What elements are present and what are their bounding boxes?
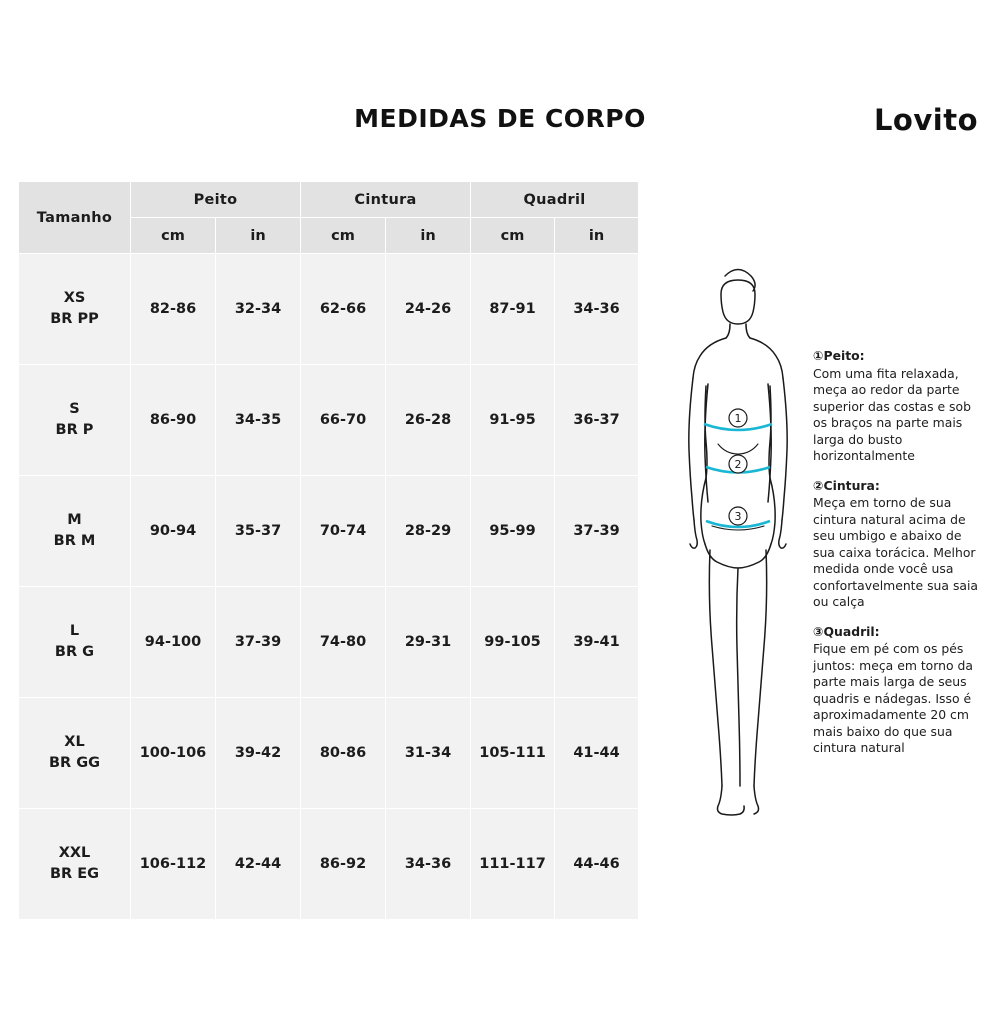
cell-quadril-in: 36-37 <box>555 365 639 476</box>
cell-cintura-cm: 66-70 <box>301 365 386 476</box>
size-label-primary: XXL <box>58 844 91 861</box>
header-group-quadril: Quadril <box>471 182 639 218</box>
header-group-peito: Peito <box>131 182 301 218</box>
table-row <box>19 587 639 698</box>
table-row <box>19 476 639 587</box>
note-quadril <box>813 624 985 757</box>
cell-quadril-in: 44-46 <box>555 809 639 920</box>
header-unit-quadril-cm: cm <box>471 218 555 254</box>
table-header-group-row <box>19 182 639 218</box>
cell-quadril-cm: 95-99 <box>471 476 555 587</box>
cell-peito-cm: 106-112 <box>131 809 216 920</box>
cell-cintura-in: 29-31 <box>386 587 471 698</box>
page-title: MEDIDAS DE CORPO <box>354 104 646 133</box>
size-label-br: BR GG <box>48 755 101 771</box>
cell-cintura-in: 24-26 <box>386 254 471 365</box>
size-label-primary: XL <box>64 733 85 750</box>
row-size-label <box>19 587 131 698</box>
cell-quadril-in: 37-39 <box>555 476 639 587</box>
note-peito <box>813 348 985 465</box>
table-row <box>19 254 639 365</box>
cell-quadril-cm: 87-91 <box>471 254 555 365</box>
note-cintura <box>813 478 985 611</box>
size-label-br: BR M <box>53 533 96 549</box>
row-size-label <box>19 254 131 365</box>
cell-cintura-cm: 74-80 <box>301 587 386 698</box>
cell-cintura-cm: 80-86 <box>301 698 386 809</box>
table-row <box>19 365 639 476</box>
cell-cintura-in: 31-34 <box>386 698 471 809</box>
cell-cintura-cm: 86-92 <box>301 809 386 920</box>
table-row <box>19 809 639 920</box>
marker-3-icon: 3 <box>734 510 742 523</box>
row-size-label <box>19 698 131 809</box>
header-unit-quadril-in: in <box>555 218 639 254</box>
size-label-primary: M <box>67 511 82 528</box>
row-size-label <box>19 476 131 587</box>
cell-peito-in: 39-42 <box>216 698 301 809</box>
cell-cintura-cm: 62-66 <box>301 254 386 365</box>
size-label-br: BR EG <box>49 866 100 882</box>
cell-peito-cm: 94-100 <box>131 587 216 698</box>
cell-cintura-in: 26-28 <box>386 365 471 476</box>
header-unit-cintura-in: in <box>386 218 471 254</box>
cell-quadril-cm: 91-95 <box>471 365 555 476</box>
body-outline-illustration <box>648 258 828 838</box>
body-figure <box>648 258 828 838</box>
cell-quadril-in: 39-41 <box>555 587 639 698</box>
header-unit-peito-in: in <box>216 218 301 254</box>
cell-peito-in: 37-39 <box>216 587 301 698</box>
header-group-cintura: Cintura <box>301 182 471 218</box>
cell-peito-in: 34-35 <box>216 365 301 476</box>
header-unit-cintura-cm: cm <box>301 218 386 254</box>
size-table-container <box>18 181 638 920</box>
size-label-br: BR G <box>54 644 95 660</box>
marker-1-icon: 1 <box>734 412 742 425</box>
cell-cintura-in: 28-29 <box>386 476 471 587</box>
cell-quadril-cm: 99-105 <box>471 587 555 698</box>
size-label-br: BR PP <box>50 311 99 327</box>
table-row <box>19 698 639 809</box>
note-quadril-title: ③Quadril: <box>813 623 880 639</box>
size-label-primary: S <box>69 400 80 417</box>
size-label-br: BR P <box>55 422 94 438</box>
cell-quadril-in: 34-36 <box>555 254 639 365</box>
cell-peito-cm: 82-86 <box>131 254 216 365</box>
marker-2-icon: 2 <box>734 458 742 471</box>
brand-logo: Lovito <box>873 103 978 137</box>
header-tamanho: Tamanho <box>19 182 131 254</box>
note-quadril-body: Fique em pé com os pés juntos: meça em torno da parte mais larga de seus quadris e nádegas. Isso é aproximadamente 20 cm mais baixo do que sua cintura natural <box>813 641 973 755</box>
size-label-primary: L <box>69 622 80 639</box>
cell-quadril-in: 41-44 <box>555 698 639 809</box>
header-unit-peito-cm: cm <box>131 218 216 254</box>
cell-peito-cm: 86-90 <box>131 365 216 476</box>
cell-quadril-cm: 105-111 <box>471 698 555 809</box>
note-peito-body: Com uma fita relaxada, meça ao redor da parte superior das costas e sob os braços na parte mais larga do busto horizontalmente <box>813 365 971 463</box>
size-table <box>18 181 639 920</box>
note-cintura-title: ②Cintura: <box>813 477 880 493</box>
size-label-primary: XS <box>63 289 86 306</box>
note-cintura-body: Meça em torno de sua cintura natural acima de seu umbigo e abaixo de sua caixa torácica. Melhor medida onde você usa confortavelmente sua saia ou calça <box>813 495 979 609</box>
cell-peito-cm: 90-94 <box>131 476 216 587</box>
row-size-label <box>19 365 131 476</box>
note-peito-title: ①Peito: <box>813 348 865 363</box>
cell-peito-in: 32-34 <box>216 254 301 365</box>
cell-peito-in: 42-44 <box>216 809 301 920</box>
cell-cintura-in: 34-36 <box>386 809 471 920</box>
row-size-label <box>19 809 131 920</box>
measurement-instructions <box>813 348 985 770</box>
cell-peito-cm: 100-106 <box>131 698 216 809</box>
cell-quadril-cm: 111-117 <box>471 809 555 920</box>
cell-peito-in: 35-37 <box>216 476 301 587</box>
cell-cintura-cm: 70-74 <box>301 476 386 587</box>
